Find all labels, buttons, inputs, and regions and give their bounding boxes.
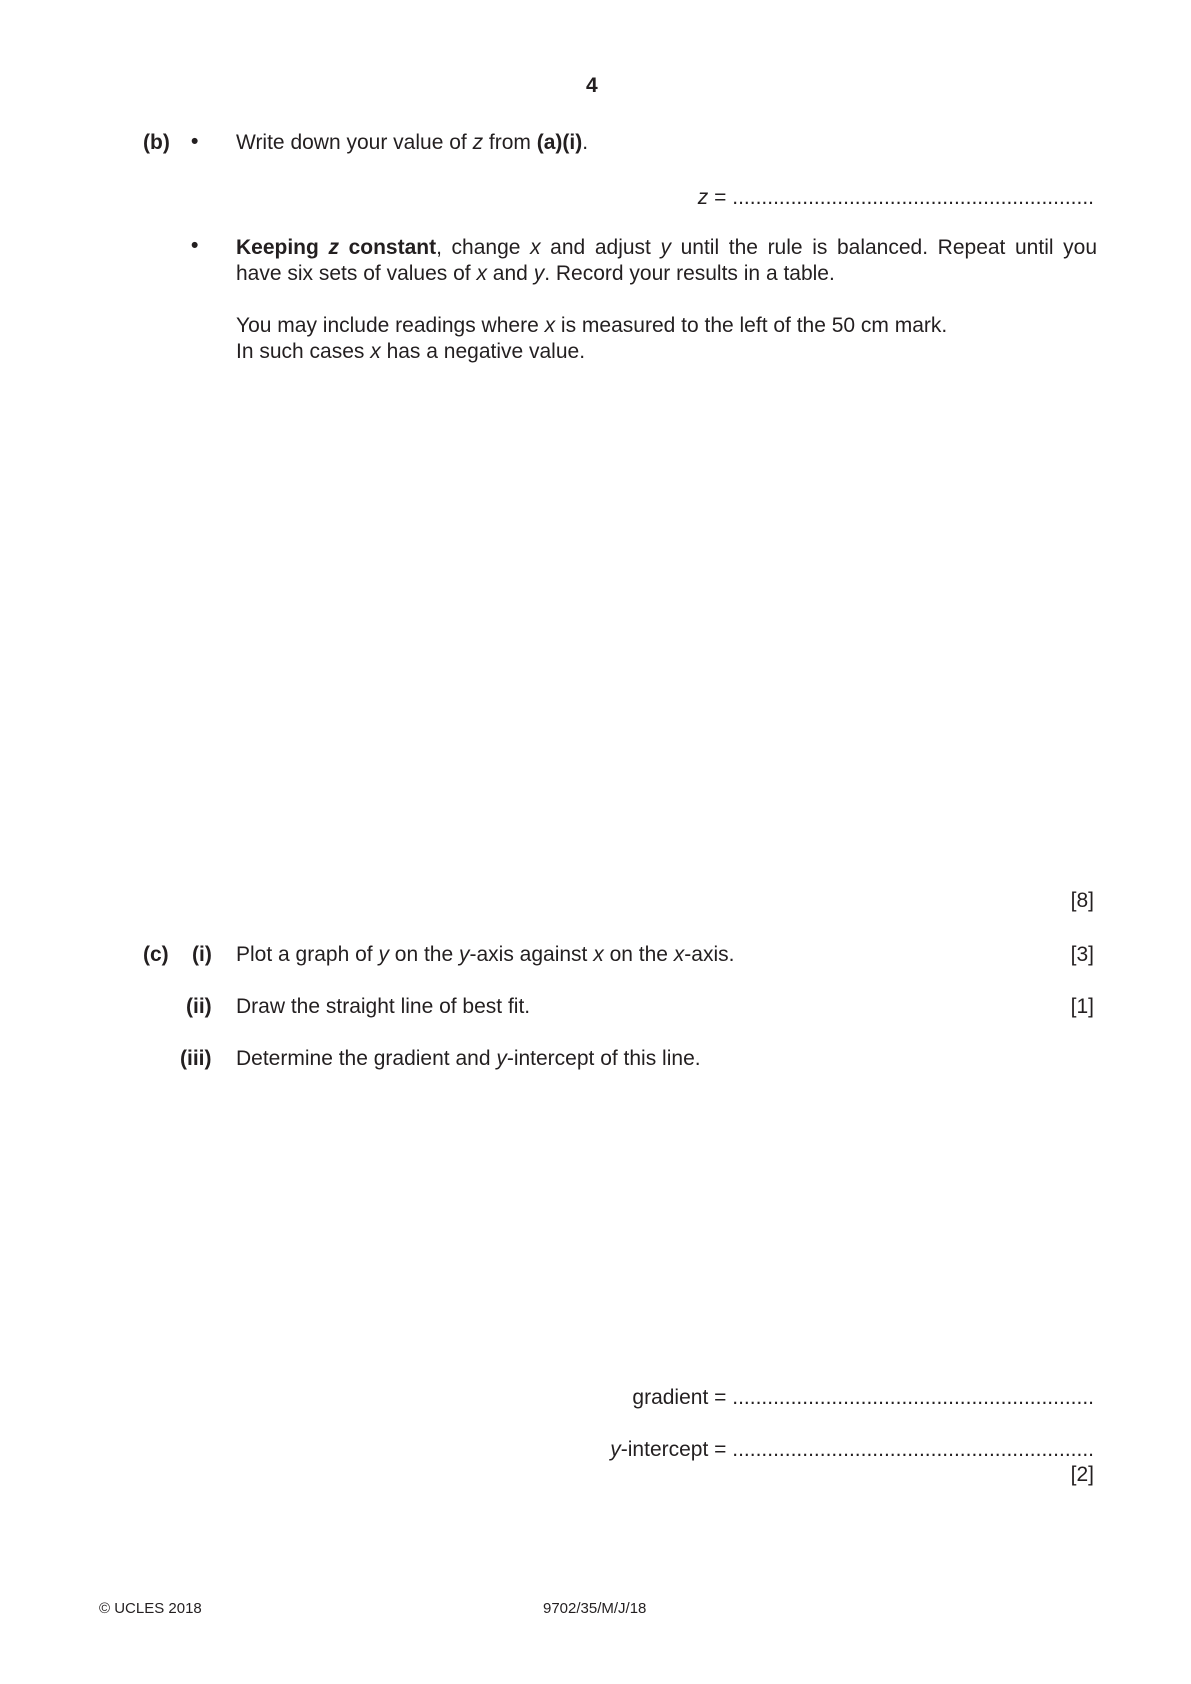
page-number: 4: [586, 74, 598, 97]
text: and: [486, 262, 534, 285]
var-y: y: [660, 236, 671, 259]
text: -intercept of this line.: [506, 1047, 701, 1070]
text: -axis.: [684, 943, 735, 966]
footer-paper-code: 9702/35/M/J/18: [543, 1600, 647, 1617]
part-c-i-label: (i): [192, 943, 212, 966]
var-x: x: [593, 943, 604, 966]
part-b-instruction-2: [236, 234, 1097, 261]
z-answer-line: [698, 184, 1094, 211]
part-b-marks: [8]: [1070, 889, 1094, 912]
text: -axis against: [469, 943, 594, 966]
footer-copyright: © UCLES 2018: [99, 1600, 202, 1617]
part-b-instruction-5: [236, 338, 585, 365]
text: have six sets of values of: [236, 262, 477, 285]
text-bold: Keeping: [236, 236, 329, 259]
part-c-i-text: [236, 941, 734, 968]
text: Write down your value of: [236, 131, 473, 154]
bullet-2: •: [191, 234, 199, 257]
text-bold: constant: [338, 236, 437, 259]
part-c-iii-marks: [2]: [1070, 1463, 1094, 1486]
part-c-ii-label: (ii): [186, 995, 212, 1018]
text: , change: [436, 236, 531, 259]
working-space[interactable]: [236, 1090, 1097, 1360]
var-y: y: [459, 943, 470, 966]
part-b-instruction-3: [236, 260, 835, 287]
text: from: [483, 131, 537, 154]
intercept-label: -intercept =: [620, 1438, 727, 1461]
text: Determine the gradient and: [236, 1047, 497, 1070]
part-c-iii-label: (iii): [180, 1047, 212, 1070]
gradient-label: gradient =: [632, 1386, 727, 1409]
var-x: x: [370, 340, 381, 363]
var-x: x: [673, 943, 685, 966]
var-x: x: [476, 262, 487, 285]
part-b-instruction-4: [236, 312, 947, 339]
text: on the: [603, 943, 674, 966]
part-b-instruction-1: [236, 129, 588, 156]
text: until the rule is balanced. Repeat until you: [671, 236, 1097, 259]
var-y: y: [378, 943, 389, 966]
answer-dots-z[interactable]: ..............................................................: [732, 186, 1094, 209]
text: .: [582, 131, 589, 154]
intercept-answer-line: [610, 1436, 1094, 1463]
bullet-1: •: [191, 130, 199, 153]
part-c-label: (c): [143, 943, 169, 966]
results-table-space[interactable]: [236, 380, 1097, 880]
part-c-i-marks: [3]: [1070, 943, 1094, 966]
part-b-label: (b): [143, 131, 170, 154]
text: on the: [388, 943, 459, 966]
var-y: y: [496, 1047, 507, 1070]
var-x: x: [530, 236, 541, 259]
text: and adjust: [540, 236, 661, 259]
z-eq: =: [708, 186, 727, 209]
var-z-bold: z: [328, 236, 339, 259]
answer-dots-intercept[interactable]: ..............................................................: [732, 1438, 1094, 1461]
var-y: y: [533, 262, 545, 285]
text: You may include readings where: [236, 314, 545, 337]
var-z: z: [472, 131, 484, 154]
gradient-answer-line: [632, 1384, 1094, 1411]
var-x: x: [544, 314, 556, 337]
ref-a-i: (a)(i): [536, 131, 583, 154]
part-c-ii-text: Draw the straight line of best fit.: [236, 995, 531, 1018]
part-c-ii-marks: [1]: [1070, 995, 1094, 1018]
text: . Record your results in a table.: [544, 262, 835, 285]
text: In such cases: [236, 340, 371, 363]
answer-dots-gradient[interactable]: ..............................................................: [732, 1386, 1094, 1409]
text: Plot a graph of: [236, 943, 379, 966]
intercept-var-y: y: [610, 1438, 621, 1461]
z-var: z: [697, 186, 709, 209]
text: is measured to the left of the 50 cm mark.: [555, 314, 948, 337]
text: has a negative value.: [380, 340, 586, 363]
part-c-iii-text: [236, 1045, 701, 1072]
